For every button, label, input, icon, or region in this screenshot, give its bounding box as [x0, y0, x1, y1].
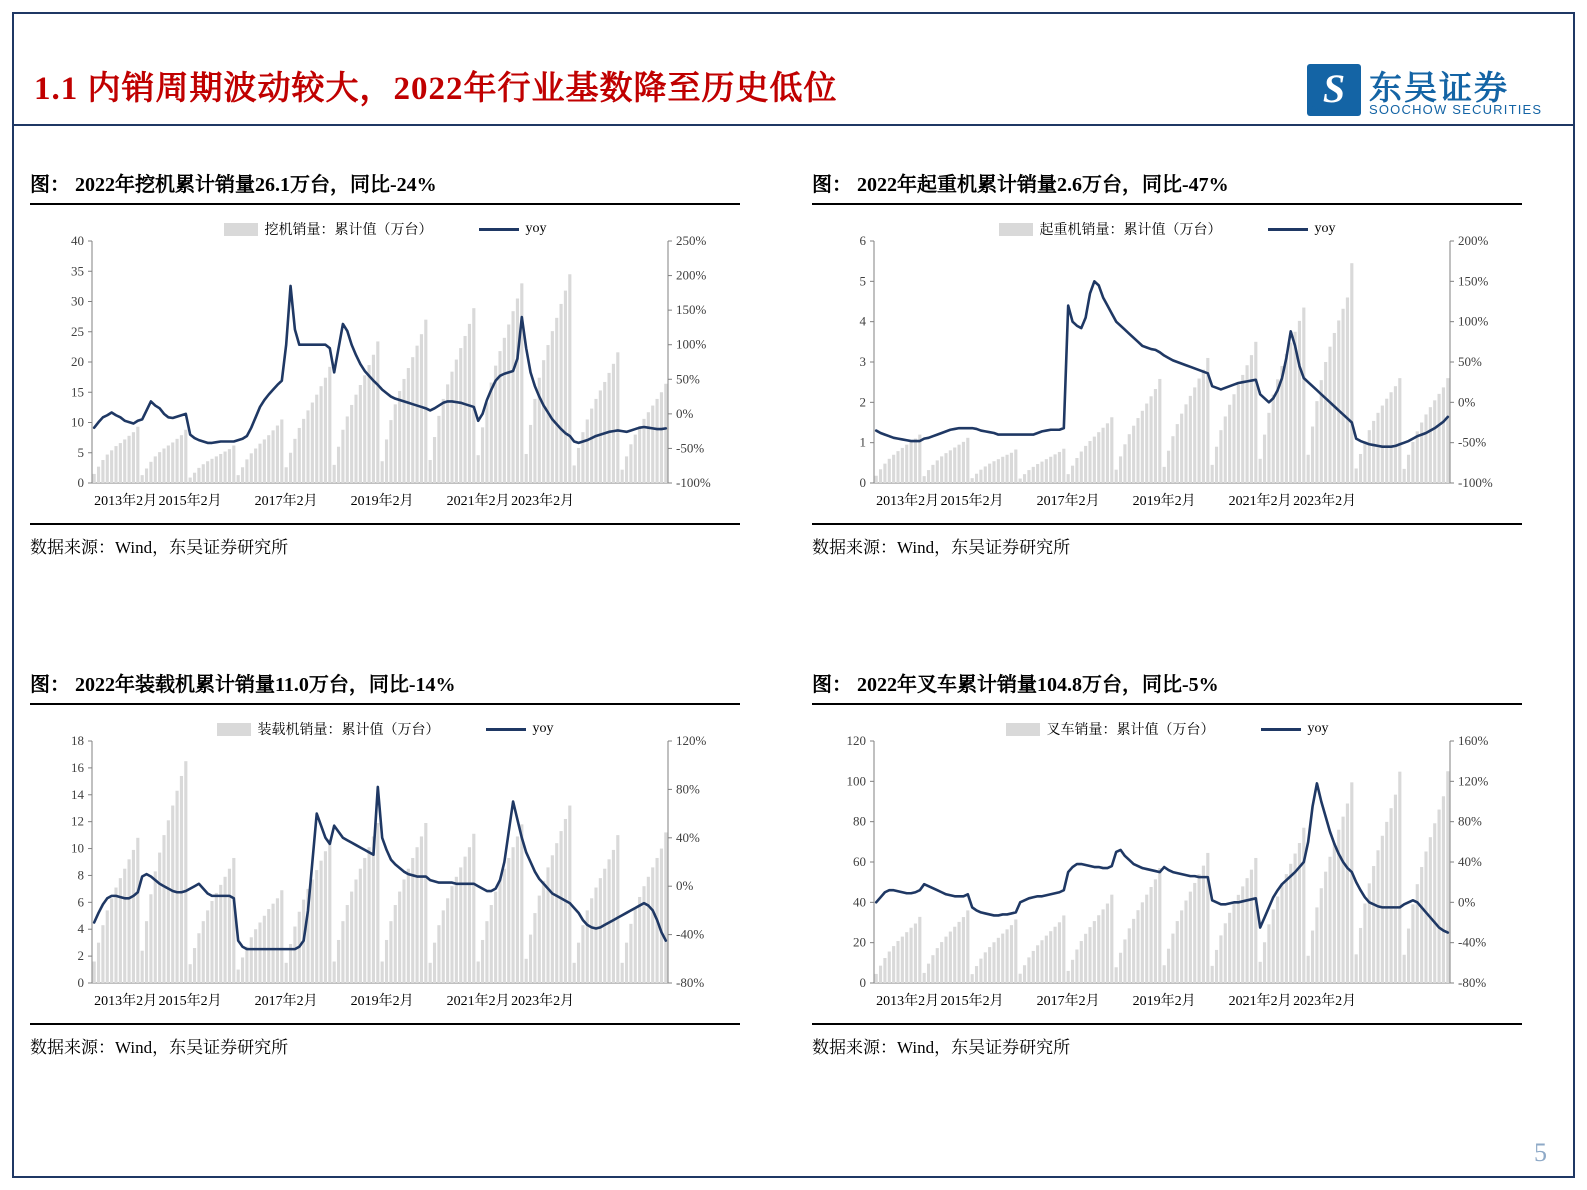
svg-text:2019年2月: 2019年2月: [350, 994, 414, 1009]
plot-svg-crane: [812, 219, 1522, 519]
svg-text:150%: 150%: [1458, 273, 1489, 289]
svg-text:20: 20: [853, 934, 866, 950]
svg-text:10: 10: [71, 840, 84, 856]
svg-text:-100%: -100%: [1458, 475, 1493, 490]
legend-line-label: yoy: [1314, 221, 1336, 236]
svg-text:2013年2月: 2013年2月: [876, 994, 940, 1009]
svg-text:4: 4: [77, 921, 84, 937]
svg-text:150%: 150%: [676, 302, 707, 318]
panel-title-forklift: 图： 2022年叉车累计销量104.8万台，同比-5%: [812, 668, 1522, 705]
svg-text:25: 25: [71, 323, 84, 339]
svg-text:2015年2月: 2015年2月: [158, 994, 222, 1009]
panel-title-excavator: 图： 2022年挖机累计销量26.1万台，同比-24%: [30, 168, 740, 205]
svg-text:40%: 40%: [1458, 854, 1482, 869]
source-loader: 数据来源：Wind，东吴证券研究所: [30, 1023, 740, 1058]
svg-text:-50%: -50%: [1458, 434, 1487, 450]
svg-text:100%: 100%: [1458, 313, 1489, 329]
svg-text:6: 6: [77, 894, 84, 910]
plot-svg-excavator: [30, 219, 740, 519]
panel-excavator: [30, 168, 740, 558]
svg-text:18: 18: [71, 733, 84, 748]
panel-forklift: [812, 668, 1522, 1058]
svg-text:2021年2月: 2021年2月: [446, 994, 510, 1009]
svg-text:2021年2月: 2021年2月: [1228, 994, 1292, 1009]
svg-text:2: 2: [859, 394, 866, 410]
svg-text:0: 0: [77, 475, 84, 490]
legend-line-label: yoy: [525, 221, 547, 236]
logo-mark-sub: SCS: [1311, 104, 1331, 114]
legend-line-label: yoy: [532, 721, 554, 736]
legend-line-label: yoy: [1307, 721, 1329, 736]
legend-bar-label: 起重机销量：累计值（万台）: [1039, 223, 1222, 238]
svg-text:2023年2月: 2023年2月: [511, 994, 575, 1009]
svg-text:0%: 0%: [1458, 894, 1476, 910]
chart-forklift: [812, 719, 1522, 1019]
legend-bar-label: 挖机销量：累计值（万台）: [264, 223, 433, 238]
svg-text:40: 40: [71, 233, 84, 248]
svg-text:2019年2月: 2019年2月: [350, 494, 414, 509]
plot-forklift: [812, 719, 1522, 1019]
svg-text:0%: 0%: [676, 405, 694, 421]
source-forklift: 数据来源：Wind，东吴证券研究所: [812, 1023, 1522, 1058]
svg-text:120%: 120%: [676, 733, 707, 748]
svg-text:5: 5: [77, 444, 84, 460]
logo-mark-letter: S: [1322, 66, 1346, 111]
chart-crane: [812, 219, 1522, 519]
svg-text:80%: 80%: [1458, 813, 1482, 829]
svg-text:50%: 50%: [1458, 354, 1482, 369]
logo-name-en: SOOCHOW SECURITIES: [1369, 102, 1543, 117]
panel-title-loader: 图： 2022年装载机累计销量11.0万台，同比-14%: [30, 668, 740, 705]
svg-text:15: 15: [71, 384, 84, 400]
legend-bar-label: 装载机销量：累计值（万台）: [257, 723, 440, 738]
plot-svg-loader: [30, 719, 740, 1019]
page-title: 1.1 内销周期波动较大，2022年行业基数降至历史低位: [34, 71, 838, 107]
svg-text:2023年2月: 2023年2月: [1293, 494, 1357, 509]
source-crane: 数据来源：Wind，东吴证券研究所: [812, 523, 1522, 558]
svg-text:0: 0: [77, 975, 84, 990]
svg-text:250%: 250%: [676, 233, 707, 248]
svg-text:20: 20: [71, 354, 84, 369]
svg-text:2: 2: [77, 948, 84, 964]
svg-text:2023年2月: 2023年2月: [1293, 994, 1357, 1009]
chart-excavator: [30, 219, 740, 519]
svg-text:35: 35: [71, 263, 84, 279]
source-excavator: 数据来源：Wind，东吴证券研究所: [30, 523, 740, 558]
svg-text:2013年2月: 2013年2月: [876, 494, 940, 509]
svg-text:-50%: -50%: [676, 440, 705, 456]
svg-text:-100%: -100%: [676, 475, 711, 490]
svg-text:2013年2月: 2013年2月: [94, 494, 158, 509]
logo-mark-icon: [1307, 64, 1361, 116]
svg-text:2015年2月: 2015年2月: [940, 994, 1004, 1009]
panel-crane: [812, 168, 1522, 558]
plot-excavator: [30, 219, 740, 519]
svg-text:14: 14: [71, 786, 84, 802]
svg-text:2019年2月: 2019年2月: [1132, 994, 1196, 1009]
svg-text:6: 6: [859, 233, 866, 248]
svg-text:100%: 100%: [676, 336, 707, 352]
svg-text:2013年2月: 2013年2月: [94, 994, 158, 1009]
svg-text:120%: 120%: [1458, 773, 1489, 789]
svg-text:2023年2月: 2023年2月: [511, 494, 575, 509]
svg-text:60: 60: [853, 854, 866, 869]
company-logo: [1307, 62, 1547, 120]
svg-text:2021年2月: 2021年2月: [446, 494, 510, 509]
svg-text:0%: 0%: [676, 878, 694, 894]
svg-text:-40%: -40%: [676, 926, 705, 942]
svg-text:2017年2月: 2017年2月: [1036, 494, 1100, 509]
svg-text:5: 5: [859, 273, 866, 289]
svg-text:4: 4: [859, 313, 866, 329]
svg-text:0%: 0%: [1458, 394, 1476, 410]
slide-header: [14, 14, 1573, 126]
page-number: 5: [1534, 1138, 1547, 1167]
panel-loader: [30, 668, 740, 1058]
svg-text:0: 0: [859, 475, 866, 490]
svg-text:-80%: -80%: [1458, 975, 1487, 990]
svg-text:2017年2月: 2017年2月: [254, 994, 318, 1009]
svg-text:40%: 40%: [676, 829, 700, 845]
svg-text:2017年2月: 2017年2月: [254, 494, 318, 509]
svg-text:3: 3: [859, 354, 866, 369]
panel-title-crane: 图： 2022年起重机累计销量2.6万台，同比-47%: [812, 168, 1522, 205]
svg-text:0: 0: [859, 975, 866, 990]
svg-text:80: 80: [853, 813, 866, 829]
svg-text:2015年2月: 2015年2月: [158, 494, 222, 509]
svg-text:2017年2月: 2017年2月: [1036, 994, 1100, 1009]
svg-text:120: 120: [846, 733, 866, 748]
svg-text:10: 10: [71, 414, 84, 430]
svg-text:-80%: -80%: [676, 975, 705, 990]
svg-text:8: 8: [77, 867, 84, 883]
svg-text:30: 30: [71, 293, 84, 309]
svg-text:40: 40: [853, 894, 866, 910]
plot-loader: [30, 719, 740, 1019]
chart-loader: [30, 719, 740, 1019]
plot-svg-forklift: [812, 719, 1522, 1019]
svg-text:100: 100: [846, 773, 866, 789]
svg-text:16: 16: [71, 759, 84, 775]
svg-text:12: 12: [71, 813, 84, 829]
svg-text:2021年2月: 2021年2月: [1228, 494, 1292, 509]
svg-text:160%: 160%: [1458, 733, 1489, 748]
svg-text:200%: 200%: [676, 267, 707, 283]
logo-name-cn: 东吴证券: [1369, 71, 1509, 107]
svg-text:-40%: -40%: [1458, 934, 1487, 950]
svg-text:50%: 50%: [676, 371, 700, 387]
svg-text:2019年2月: 2019年2月: [1132, 494, 1196, 509]
svg-text:200%: 200%: [1458, 233, 1489, 248]
plot-crane: [812, 219, 1522, 519]
svg-text:2015年2月: 2015年2月: [940, 494, 1004, 509]
svg-text:80%: 80%: [676, 781, 700, 797]
legend-bar-label: 叉车销量：累计值（万台）: [1046, 723, 1215, 738]
svg-text:1: 1: [859, 434, 866, 450]
